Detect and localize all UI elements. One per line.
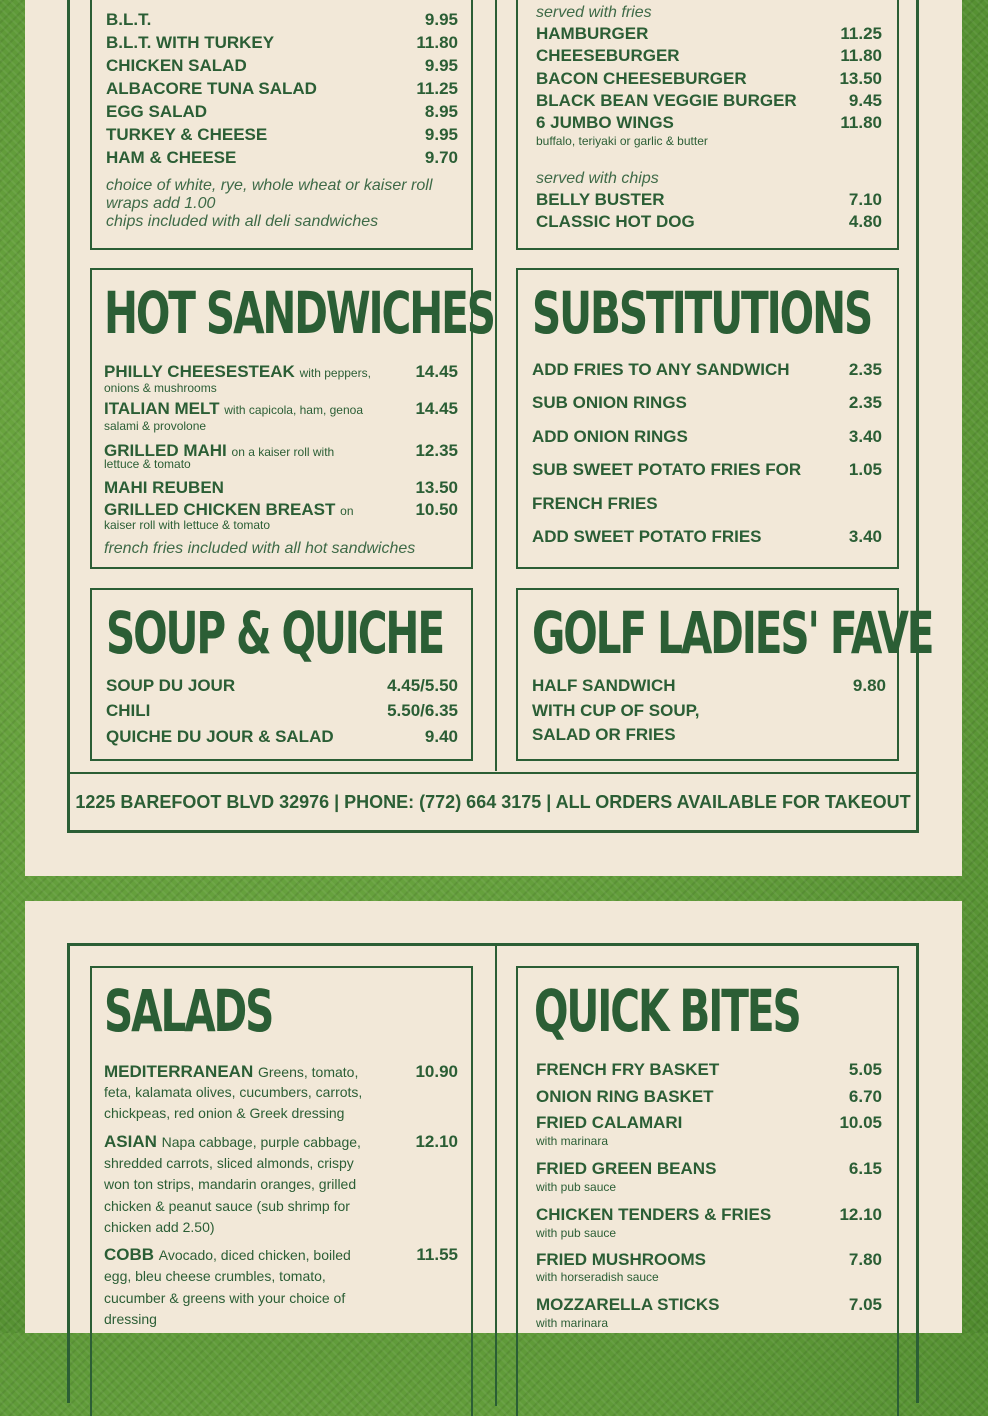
deli-sandwiches-box: B.L.T. 9.95 B.L.T. WITH TURKEY 11.80 CHICKEN SALAD 9.95 ALBACORE TUNA SALAD 11.25 EGG SALAD 8.95 TURKEY & CHEESE 9.95 HAM & CHEESE 9.70 choice of white, rye, whole wheat or kaiser roll wraps add 1.00 chips included with all deli sandwiches [90,0,473,250]
item-description: with pub sauce [536,1226,617,1240]
menu-frame [67,943,919,1403]
golf-ladies-box: GOLF LADIES' FAVE HALF SANDWICH 9.80 WITH CUP OF SOUP, SALAD OR FRIES [516,588,899,761]
item-description: dressing [104,1311,157,1327]
quick-bites-box: QUICK BITES FRENCH FRY BASKET 5.05 ONION RING BASKET 6.70 FRIED CALAMARI 10.05 with marinara FRIED GREEN BEANS 6.15 with pub sauce CHICKEN TENDERS & FRIES 12.10 with pub sauce FRIED MUSHROOMS 7.80 with horseradish sauce MOZZARELLA STICKS 7.05 with marinara [516,966,899,1416]
item-description: salami & provolone [104,419,207,433]
grill-box: served with fries HAMBURGER 11.25 CHEESEBURGER 11.80 BACON CHEESEBURGER 13.50 BLACK BEAN VEGGIE BURGER 9.45 6 JUMBO WINGS 11.80 buffalo, teriyaki or garlic & butter served with chips BELLY BUSTER 7.10 CLASSIC HOT DOG 4.80 [516,0,899,250]
item-description: chicken add 2.50) [104,1219,215,1235]
footer-contact: 1225 BAREFOOT BLVD 32976 | PHONE: (772) 664 3175 | ALL ORDERS AVAILABLE FOR TAKEOUT [70,772,916,831]
soup-quiche-title: SOUP & QUICHE [106,599,443,667]
hot-note: french fries included with all hot sandwiches [104,540,416,557]
hot-sandwiches-box: HOT SANDWICHES PHILLY CHEESESTEAK with peppers, 14.45 onions & mushrooms ITALIAN MELT with capicola, ham, genoa 14.45 salami & provolone GRILLED MAHI on a kaiser roll with 12.35 lettuce & tomato MAHI REUBEN 13.50 GRILLED CHICKEN BREAST on 10.50 kaiser roll with lettuce & tomato french fries included with all hot sandwiches [90,268,473,569]
item-description: won ton strips, mandarin oranges, grilled [104,1176,357,1192]
item-description: feta, kalamata olives, cucumbers, carrots, [104,1084,363,1100]
item-description: cucumber & greens with your choice of [104,1290,346,1306]
item-description: shredded carrots, sliced almonds, crispy [104,1155,354,1171]
deli-note: choice of white, rye, whole wheat or kaiser roll [106,177,433,194]
item-description: with pub sauce [536,1180,617,1194]
item-description: with marinara [536,1316,609,1330]
item-description: chickpeas, red onion & Greek dressing [104,1105,345,1121]
deli-note: chips included with all deli sandwiches [106,213,379,230]
menu-page-2 [25,901,962,1333]
wings-description: buffalo, teriyaki or garlic & butter [536,134,708,148]
substitutions-title: SUBSTITUTIONS [532,279,872,347]
item-description: lettuce & tomato [104,457,191,471]
menu-frame [67,0,933,833]
item-description: egg, bleu cheese crumbles, tomato, [104,1268,326,1284]
item-description: onions & mushrooms [104,381,217,395]
substitutions-box: SUBSTITUTIONS ADD FRIES TO ANY SANDWICH 2.35 SUB ONION RINGS 2.35 ADD ONION RINGS 3.40 SUB SWEET POTATO FRIES FOR 1.05 FRENCH FRIES ADD SWEET POTATO FRIES 3.40 [516,268,899,569]
column-divider [495,946,497,1406]
item-description: kaiser roll with lettuce & tomato [104,518,271,532]
salads-box: SALADS MEDITERRANEAN Greens, tomato, 10.90 feta, kalamata olives, cucumbers, carrots, chickpeas, red onion & Greek dressing ASIAN Napa cabbage, purple cabbage, 12.10 shredded carrots, sliced almonds, crispy won ton strips, mandarin oranges, grilled chicken & peanut sauce (sub shrimp for chicken add 2.50) COBB Avocado, diced chicken, boiled 11.55 egg, bleu cheese crumbles, tomato, cucumber & greens with your choice of dressing [90,966,473,1416]
soup-quiche-box: SOUP & QUICHE SOUP DU JOUR 4.45/5.50 CHILI 5.50/6.35 QUICHE DU JOUR & SALAD 9.40 [90,588,473,761]
quick-bites-title: QUICK BITES [534,977,800,1045]
hot-sandwiches-title: HOT SANDWICHES [104,279,494,347]
golf-ladies-title: GOLF LADIES' FAVE [532,599,933,667]
column-divider [495,0,497,771]
grill-note-fries: served with fries [536,4,652,21]
deli-note: wraps add 1.00 [106,195,216,212]
menu-page-1 [25,0,962,876]
salads-title: SALADS [104,977,273,1045]
item-description: with horseradish sauce [536,1270,659,1284]
item-description: with marinara [536,1134,609,1148]
grill-note-chips: served with chips [536,170,659,187]
item-description: chicken & peanut sauce (sub shrimp for [104,1198,350,1214]
